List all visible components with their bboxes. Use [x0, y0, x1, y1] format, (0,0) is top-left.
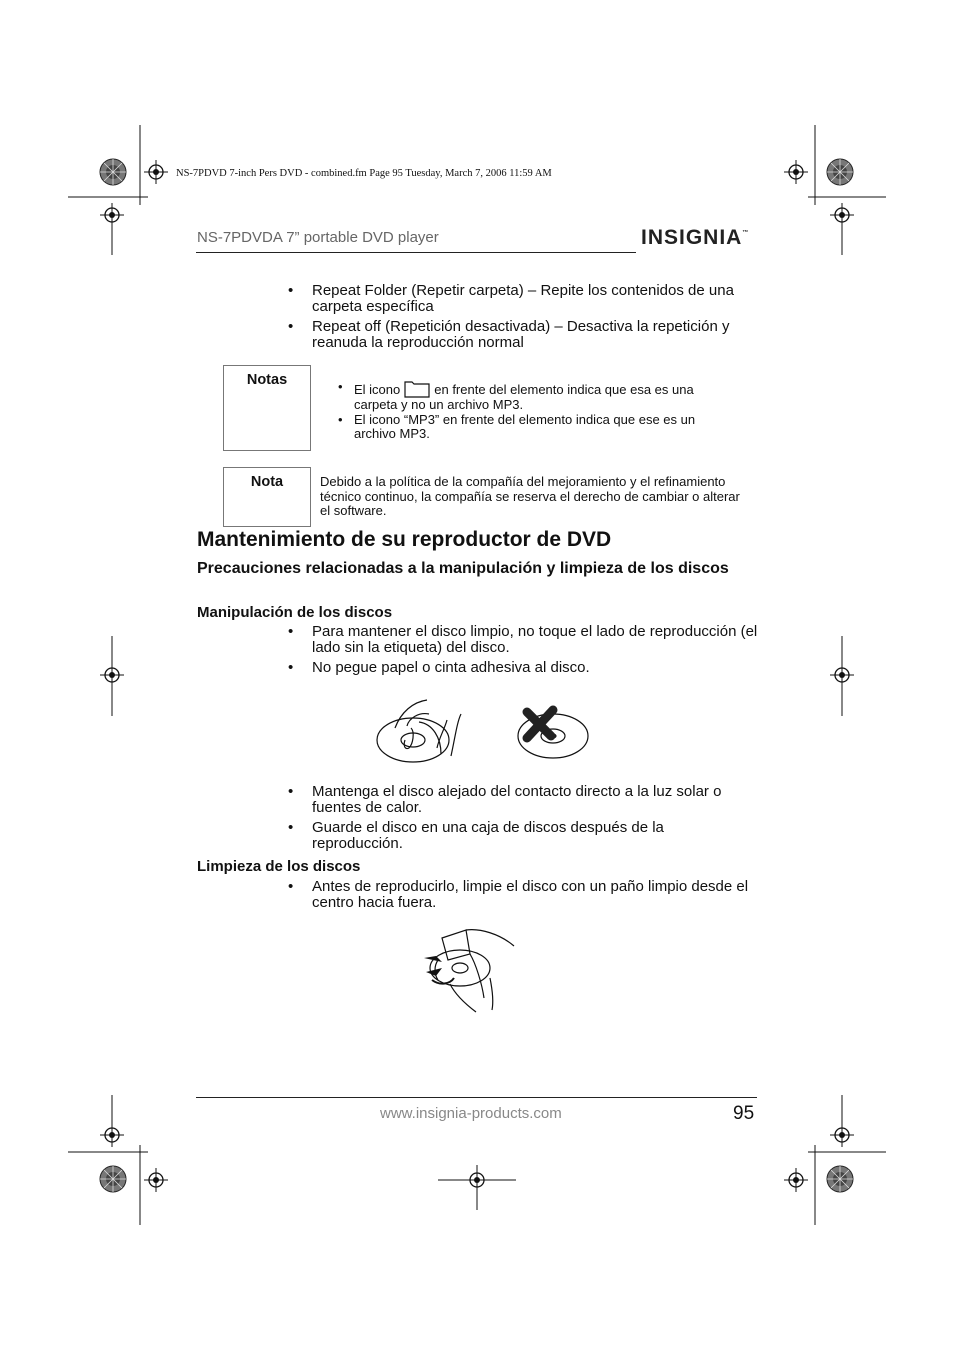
folder-icon [404, 380, 430, 398]
color-bar-icon [100, 159, 126, 185]
logo-trademark: ™ [742, 230, 750, 236]
registration-mark-icon [100, 663, 124, 687]
list-item: • Repeat off (Repetición desactivada) – Desactiva la repetición y reanuda la reproducción normal [288, 318, 730, 351]
disc-handling-illustration [375, 698, 595, 768]
bullet: • [338, 411, 343, 427]
bullet: • [288, 282, 294, 299]
handling-title: Manipulación de los discos [197, 604, 393, 621]
notas-content [334, 380, 739, 442]
notas-label-box [223, 365, 311, 451]
list-item: • Repeat Folder (Repetir carpeta) – Repite los contenidos de una carpeta específica [288, 282, 734, 315]
repeat-options-list [288, 283, 758, 355]
list-item: • El icono “MP3” en frente del elemento indica que ese es un archivo MP3. [338, 411, 696, 441]
list-item: • Guarde el disco en una caja de discos después de la reproducción. [288, 819, 664, 852]
color-bar-icon [100, 1166, 126, 1192]
list-item: • Para mantener el disco limpio, no toque el lado de reproducción (el lado sin la etiqueta) del disco. [288, 623, 758, 656]
registration-mark-icon [830, 203, 854, 227]
bullet: • [288, 623, 294, 640]
footer-rule [196, 1097, 757, 1098]
bullet: • [288, 659, 294, 676]
notas-label: Notas [246, 372, 288, 388]
nota-label-box [223, 467, 311, 527]
nota-label: Nota [250, 474, 284, 490]
color-bar-icon [827, 159, 853, 185]
list-item: • Antes de reproducirlo, limpie el disco con un paño limpio desde el centro hacia fuera. [288, 878, 749, 911]
registration-mark-icon [100, 1123, 124, 1147]
header-title: NS-7PDVDA 7” portable DVD player [197, 229, 439, 246]
logo-text: INSIGNIA [641, 226, 743, 249]
registration-mark-icon [784, 1168, 808, 1192]
disc-cleaning-illustration [420, 924, 520, 1016]
list-item: • El icono en frente del elemento indica que esa es una carpeta y no un archivo MP3. [338, 379, 694, 412]
handling-list-b [288, 784, 758, 856]
nota-text: Debido a la política de la compañía del mejoramiento y el refinamiento técnico continuo, la compañía se reserva el derecho de cambiar o alterar el software. [320, 474, 740, 518]
cleaning-list [288, 879, 758, 915]
list-item: • No pegue papel o cinta adhesiva al disco. [288, 659, 590, 676]
registration-mark-icon [830, 1123, 854, 1147]
print-metadata: NS-7PDVD 7-inch Pers DVD - combined.fm Page 95 Tuesday, March 7, 2006 11:59 AM [176, 168, 552, 179]
registration-mark-icon [144, 160, 168, 184]
bullet: • [288, 819, 294, 836]
prohibited-x-icon [527, 710, 553, 738]
registration-mark-icon [830, 663, 854, 687]
page-number: 95 [733, 1103, 755, 1124]
footer-url[interactable]: www.insignia-products.com [380, 1105, 562, 1122]
brand-logo [641, 226, 749, 250]
registration-mark-icon [100, 203, 124, 227]
cleaning-title: Limpieza de los discos [197, 858, 361, 875]
registration-mark-icon [144, 1168, 168, 1192]
section-title: Mantenimiento de su reproductor de DVD [197, 528, 612, 551]
registration-mark-icon [784, 160, 808, 184]
bullet: • [288, 783, 294, 800]
color-bar-icon [827, 1166, 853, 1192]
header-rule [196, 252, 636, 253]
list-item: • Mantenga el disco alejado del contacto directo a la luz solar o fuentes de calor. [288, 783, 722, 816]
handling-list-a [288, 624, 758, 680]
bullet: • [288, 878, 294, 895]
bullet: • [288, 318, 294, 335]
subsection-title: Precauciones relacionadas a la manipulación y limpieza de los discos [197, 560, 729, 577]
bullet: • [338, 379, 343, 394]
notas-list [334, 380, 739, 442]
